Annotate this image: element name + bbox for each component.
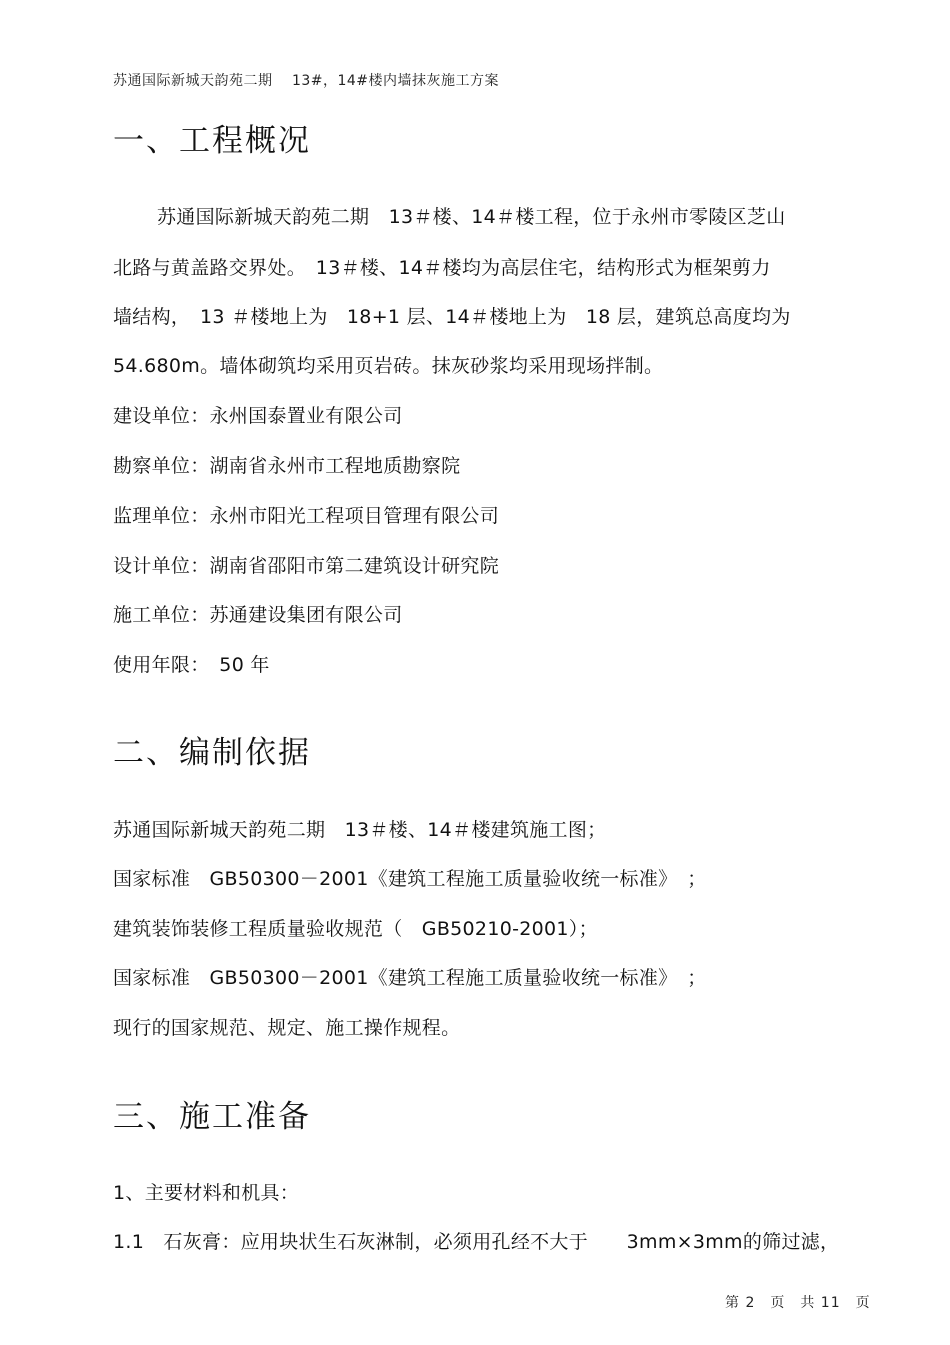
section-1-para-line-3: 墙结构， 13 ＃楼地上为 18+1 层、14＃楼地上为 18 层，建筑总高度均为 [113,306,791,328]
prep-item-1: 1、主要材料和机具： [113,1182,300,1204]
supervision-unit: 监理单位：永州市阳光工程项目管理有限公司 [113,505,500,527]
service-life: 使用年限： 50 年 [113,654,270,676]
construction-owner: 建设单位：永州国泰置业有限公司 [113,405,403,427]
contractor-unit: 施工单位：苏通建设集团有限公司 [113,604,403,626]
section-1-para-line-4: 54.680m。墙体砌筑均采用页岩砖。抹灰砂浆均采用现场拌制。 [113,355,664,377]
basis-item-4: 国家标准 GB50300－2001《建筑工程施工质量验收统一标准》 ； [113,967,707,989]
basis-item-5: 现行的国家规范、规定、施工操作规程。 [113,1017,461,1039]
basis-item-2: 国家标准 GB50300－2001《建筑工程施工质量验收统一标准》 ； [113,868,707,890]
design-unit: 设计单位：湖南省邵阳市第二建筑设计研究院 [113,555,500,577]
section-3-title: 三、施工准备 [113,1099,311,1135]
page-header: 苏通国际新城天韵苑二期 13#，14#楼内墙抹灰施工方案 [113,73,500,89]
section-2-title: 二、编制依据 [113,735,311,771]
section-1-para-line-1: 苏通国际新城天韵苑二期 13＃楼、14＃楼工程，位于永州市零陵区芝山 [157,206,786,228]
survey-unit: 勘察单位：湖南省永州市工程地质勘察院 [113,455,461,477]
section-1-para-line-2: 北路与黄盖路交界处。 13＃楼、14＃楼均为高层住宅，结构形式为框架剪力 [113,257,771,279]
basis-item-3: 建筑装饰装修工程质量验收规范（ GB50210-2001）； [113,918,598,940]
section-1-title: 一、工程概况 [113,123,311,159]
page-footer: 第 2 页 共 11 页 [725,1295,871,1311]
prep-item-1-1: 1.1 石灰膏：应用块状生石灰淋制，必须用孔经不大于 3mm×3mm的筛过滤， [113,1231,840,1253]
basis-item-1: 苏通国际新城天韵苑二期 13＃楼、14＃楼建筑施工图； [113,819,607,841]
